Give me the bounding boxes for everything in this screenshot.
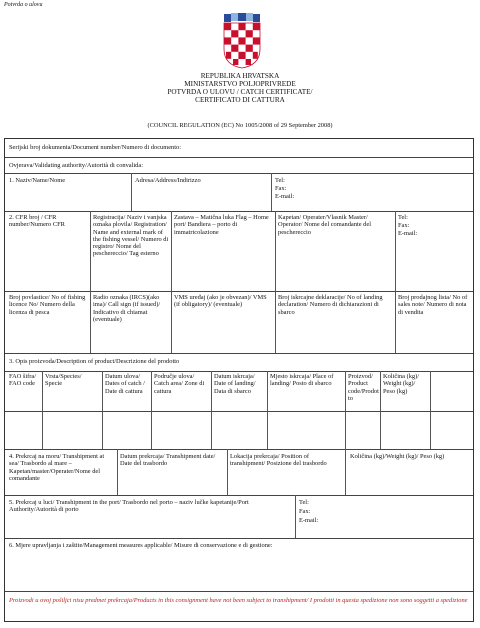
catch-dates-header: Datum ulova/ Dates of catch / Date di cattura — [105, 373, 145, 395]
tel-label: Tel: — [275, 177, 285, 184]
fishing-licence-label: Broj povlastice/ No of fishing licence No/ Numero della licenza di pesca — [9, 294, 86, 316]
transhipment-position-label: Lokacija prekrcaja/ Position of transhipment/ Posizione del trasbordo — [230, 453, 327, 468]
quantity-header: Količina (kg)/ Weight (kg)/ Peso (kg) — [383, 373, 420, 395]
sales-note-label: Broj prodajnog lista/ No of sales note/ Numero di nota di vendita — [398, 294, 468, 316]
top-note: Potvrda o ulovu — [4, 2, 43, 8]
product-code-header: Proizvod/ Product code/Prodot to — [348, 373, 379, 402]
vessel-registration-label: Registracija/ Naziv i vanjska oznaka plovila/ Registration/ Name and external mark of the fishing vessel/ Numero di registro/ Nome del peschereccio/ Tag esterno — [93, 214, 169, 258]
email-label: E-mail: — [275, 193, 295, 200]
landing-place-header: Mjesto iskrcaja/ Place of landing/ Posto di sbarco — [270, 373, 334, 388]
vessel-email-label: E-mail: — [398, 230, 418, 237]
transhipment-in-port-label: 5. Prekrcaj u luci/ Transhipment in the port/ Trasbordo nel porto – naziv lučke kapetanije/Port Authority/Autorità di porto — [9, 499, 249, 514]
fao-code-header: FAO šifra/ FAO code — [9, 373, 37, 388]
coat-of-arms — [222, 13, 262, 69]
header-line1: REPUBLIKA HRVATSKA — [200, 72, 280, 80]
name-label: 1. Naziv/Name/Nome — [9, 177, 66, 184]
landing-declaration-label: Broj iskrcajne deklaracije/ No of landing declaration/ Numero di dichiarazioni di sbarco — [278, 294, 383, 316]
transhipment-statement: Proizvodi u ovoj pošiljci nisu predmet prekrcaja/Products in this consignment have not been subject to transhipment/ I prodotti in questa spedizione non sono soggetti a spedizione — [9, 597, 468, 604]
call-sign-label: Radio oznaka (IRCS)(ako ima)/ Call sign (if issued)/ Indicativo di chiamat (eventuale) — [93, 294, 161, 323]
fax-label: Fax: — [275, 185, 287, 192]
vessel-fax-label: Fax: — [398, 222, 410, 229]
transhipment-at-sea-label: 4. Prekrcaj na moru/ Transhipment at sea/ Trasbordo al mare – Kapetan/master/Operater/Nome del comandante — [9, 453, 105, 482]
flag-home-port-label: Zastava – Matična luka Flag – Home port/ Bandiera – porto di immatricolazione — [174, 214, 269, 236]
header-regulation: (COUNCIL REGULATION (EC) No 1005/2008 of 29 September 2008) — [147, 122, 333, 129]
document-number-label: Serijski broj dokumenta/Document number/Numero di documento: — [9, 144, 181, 151]
vms-label: VMS uređaj (ako je obvezan)/ VMS (if obligatory)/ (eventuale) — [174, 294, 267, 309]
species-header: Vrsta/Species/ Specie — [45, 373, 82, 388]
address-label: Adresa/Address/Indirizzo — [135, 177, 201, 184]
vessel-tel-label: Tel: — [398, 214, 408, 221]
port-tel-label: Tel: — [299, 499, 309, 506]
transhipment-quantity-label: Količina (kg)/Weight (kg)/ Peso (kg) — [350, 453, 445, 460]
certificate-form — [4, 138, 474, 622]
port-fax-label: Fax: — [299, 508, 311, 515]
header-line4: CERTIFICATO DI CATTURA — [195, 96, 285, 104]
product-description-label: 3. Opis proizvoda/Description of product/Descrizione del prodotto — [9, 358, 180, 365]
management-measures-label: 6. Mjere upravljanja i zaštite/Management measures applicable/ Misure di conservazione e di gestione: — [9, 542, 273, 549]
cfr-number-label: 2. CFR broj / CFR number/Numero CFR — [9, 214, 65, 229]
landing-date-header: Datum iskrcaja/ Date of landing/ Data di sbarco — [214, 373, 256, 395]
validating-authority-label: Ovjerava/Validating authority/Autorità di convalida: — [9, 162, 143, 169]
header-line2: MINISTARSTVO POLJOPRIVREDE — [184, 80, 296, 88]
transhipment-date-label: Datum prekrcaja/ Transhipment date/ Date del trasbordo — [120, 453, 216, 468]
header-line3: POTVRDA O ULOVU / CATCH CERTIFICATE/ — [167, 88, 313, 96]
master-operator-label: Kapetan/ Operater/Vlasnik Master/ Operator/ Nome del comandante del peschereccio — [278, 214, 371, 236]
port-email-label: E-mail: — [299, 517, 319, 524]
catch-area-header: Područje ulova/ Catch area/ Zone di cattura — [154, 373, 205, 395]
